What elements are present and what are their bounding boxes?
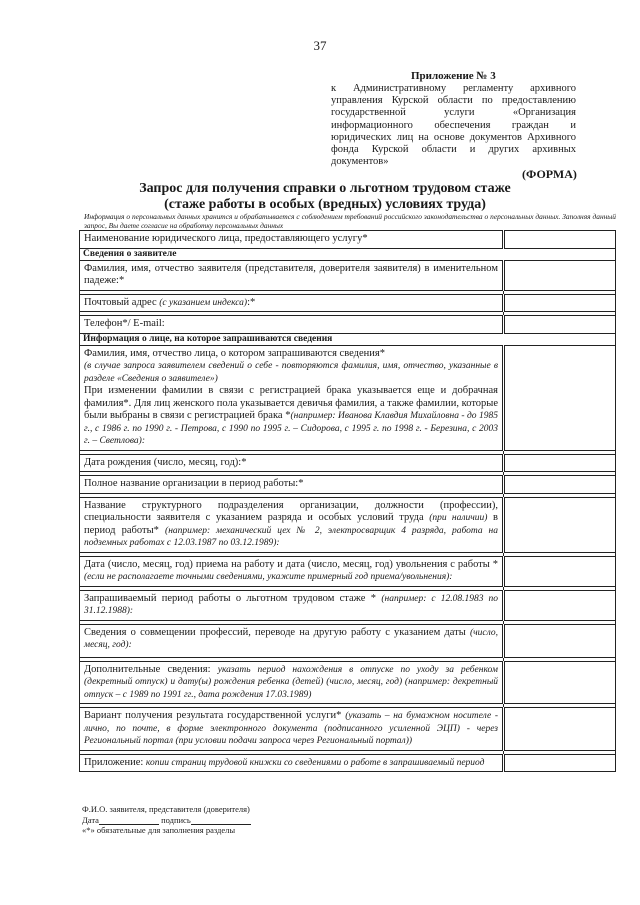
subdivision-label	[80, 497, 504, 552]
person-name-field[interactable]	[504, 345, 616, 450]
period-hint: (например: с 12.08.1983 по 31.12.1988):	[84, 593, 498, 616]
row-person-name	[80, 345, 616, 450]
form-label: (ФОРМА)	[522, 167, 577, 181]
additional-field[interactable]	[504, 661, 616, 704]
combination-field[interactable]	[504, 624, 616, 657]
period-label	[80, 590, 504, 620]
birth-date-label: Дата рождения (число, месяц, год):*	[80, 454, 504, 472]
row-postal-address	[80, 294, 616, 312]
annex-text: к Административному регламенту архивного управления Курской области по предоставлению государственной услуги «Организация информационного обеспечения граждан и юридических лиц на основе документов Архивного фонда Курской области и других архивных документов»	[331, 83, 576, 168]
birth-date-field[interactable]	[504, 454, 616, 472]
combination-text: Сведения о совмещении профессий, переводе на другую работу с указанием даты	[84, 626, 470, 638]
org-name-label: Наименование юридического лица, предоставляющего услугу*	[80, 231, 504, 249]
org-full-label: Полное название организации в период работы:*	[80, 476, 504, 494]
person-name-text: Фамилия, имя, отчество лица, о котором запрашиваются сведения*	[84, 347, 385, 359]
appendix-field[interactable]	[504, 754, 616, 772]
row-additional	[80, 661, 616, 704]
applicant-name-text: Фамилия, имя, отчество заявителя (представителя, доверителя заявителя) в именительном падеже:*	[84, 262, 498, 286]
period-field[interactable]	[504, 590, 616, 620]
section-applicant-heading: Сведения о заявителе	[80, 248, 616, 260]
signature-label: подпись	[161, 814, 191, 825]
dates-text: Дата (число, месяц, год) приема на работу и дата (число, месяц, год) увольнения с работы *	[84, 558, 498, 570]
row-phone	[80, 316, 616, 334]
subdivision-mid: в период работы*	[84, 512, 498, 536]
date-label: Дата	[82, 814, 99, 825]
footer-fio: Ф.И.О. заявителя, представителя (доверителя)	[82, 804, 250, 814]
annex-title: Приложение № 3	[411, 70, 496, 82]
dates-hint: (если не располагаете точными сведениями, укажите примерный год приема/увольнения):	[84, 572, 453, 582]
phone-label: Телефон*/ E-mail:	[80, 316, 504, 334]
title-line-2: (стаже работы в особых (вредных) условиях труда)	[164, 197, 486, 212]
result-variant-text: Вариант получения результата государственной услуги*	[84, 710, 346, 721]
org-full-field[interactable]	[504, 476, 616, 494]
dates-field[interactable]	[504, 556, 616, 586]
additional-hint: указать период нахождения в отпуске по уходу за ребенком (декретный отпуск) и дату(ы) рождения ребенка (детей) (число, месяц, год) (например: декретный отпуск – с 1989 по 1991 гг., дата рождения 17.03.1989)	[84, 664, 498, 700]
phone-field[interactable]	[504, 316, 616, 334]
request-form-table	[79, 230, 616, 772]
row-applicant-name	[80, 260, 616, 290]
combination-hint: (число, месяц, год):	[84, 627, 498, 650]
postal-hint: (с указанием индекса)	[159, 297, 248, 308]
person-name-label	[80, 345, 504, 450]
section-person-heading: Информация о лице, на которое запрашиваются сведения	[80, 333, 616, 345]
appendix-label	[80, 754, 504, 772]
result-variant-field[interactable]	[504, 708, 616, 751]
postal-text: Почтовый адрес	[84, 296, 160, 308]
row-birth-date	[80, 454, 616, 472]
title-line-1: Запрос для получения справки о льготном трудовом стаже	[139, 181, 511, 196]
person-change-example: (например: Иванова Клавдия Михайловна - до 1985 г., с 1986 г. по 1990 г. - Петрова, с 1990 по 1995 г. – Сидорова, с 1995 г. по 1998 г. - Березина, с 2003 г. – Светлова):	[84, 411, 499, 446]
applicant-name-field[interactable]	[504, 260, 616, 290]
combination-label	[80, 624, 504, 657]
postal-address-field[interactable]	[504, 294, 616, 312]
additional-label	[80, 661, 504, 704]
section-applicant	[80, 248, 616, 260]
appendix-text: Приложение:	[84, 756, 146, 768]
signature-line[interactable]	[191, 816, 251, 825]
applicant-name-label	[80, 260, 504, 290]
person-name-hint: (в случае запроса заявителем сведений о себе - повторяются фамилия, имя, отчество, указанные в разделе «Сведения о заявителе»)	[84, 361, 498, 384]
row-org-full	[80, 476, 616, 494]
dates-label	[80, 556, 504, 586]
row-appendix	[80, 754, 616, 772]
footer	[82, 804, 251, 836]
main-title	[90, 181, 560, 213]
required-note: «*» обязательные для заполнения разделы	[82, 825, 236, 835]
date-line[interactable]	[99, 816, 159, 825]
footer-date-signature	[82, 815, 251, 826]
row-period	[80, 590, 616, 620]
org-name-field[interactable]	[504, 231, 616, 249]
subdivision-hint-1: (при наличии)	[429, 513, 488, 523]
appendix-hint: копии страниц трудовой книжки со сведениями о работе в запрашиваемый период	[145, 757, 485, 768]
postal-tail: :*	[247, 296, 256, 308]
row-combination	[80, 624, 616, 657]
section-person	[80, 333, 616, 345]
page-number: 37	[313, 38, 327, 53]
privacy-notice: Информация о персональных данных хранится и обрабатывается с соблюдением требований российского законодательства о персональных данных. Заполняя данный запрос, Вы даете согласие на обработку персональных данных	[84, 212, 616, 230]
period-text: Запрашиваемый период работы о льготном трудовом стаже *	[84, 592, 382, 604]
result-variant-label	[80, 708, 504, 751]
subdivision-text: Название структурного подразделения организации, должности (профессии), специальности заявителя с указанием разряда и особых условий труда	[84, 499, 498, 523]
additional-text: Дополнительные сведения:	[84, 663, 218, 675]
row-org-name	[80, 231, 616, 249]
subdivision-hint-2: (например: механический цех № 2, электросварщик 4 разряда, работа на подземных работах с 12.03.1987 по 03.12.1989):	[84, 525, 498, 548]
row-dates	[80, 556, 616, 586]
subdivision-field[interactable]	[504, 497, 616, 552]
row-subdivision	[80, 497, 616, 552]
row-result-variant	[80, 708, 616, 751]
postal-address-label	[80, 294, 504, 312]
person-change-text: При изменении фамилии в связи с регистрацией брака указывается еще и добрачная фамилия*. Для лиц женского пола указывается девичья фамилия, а также фамилии, которые были выбраны в связи с регистрацией брака *	[84, 385, 498, 421]
result-variant-hint: (указать – на бумажном носителе - лично, по почте, в форме электронного документа (подписанного усиленной ЭЦП) - через Региональный портал (при условии подачи запроса через Региональный портал))	[84, 711, 499, 746]
